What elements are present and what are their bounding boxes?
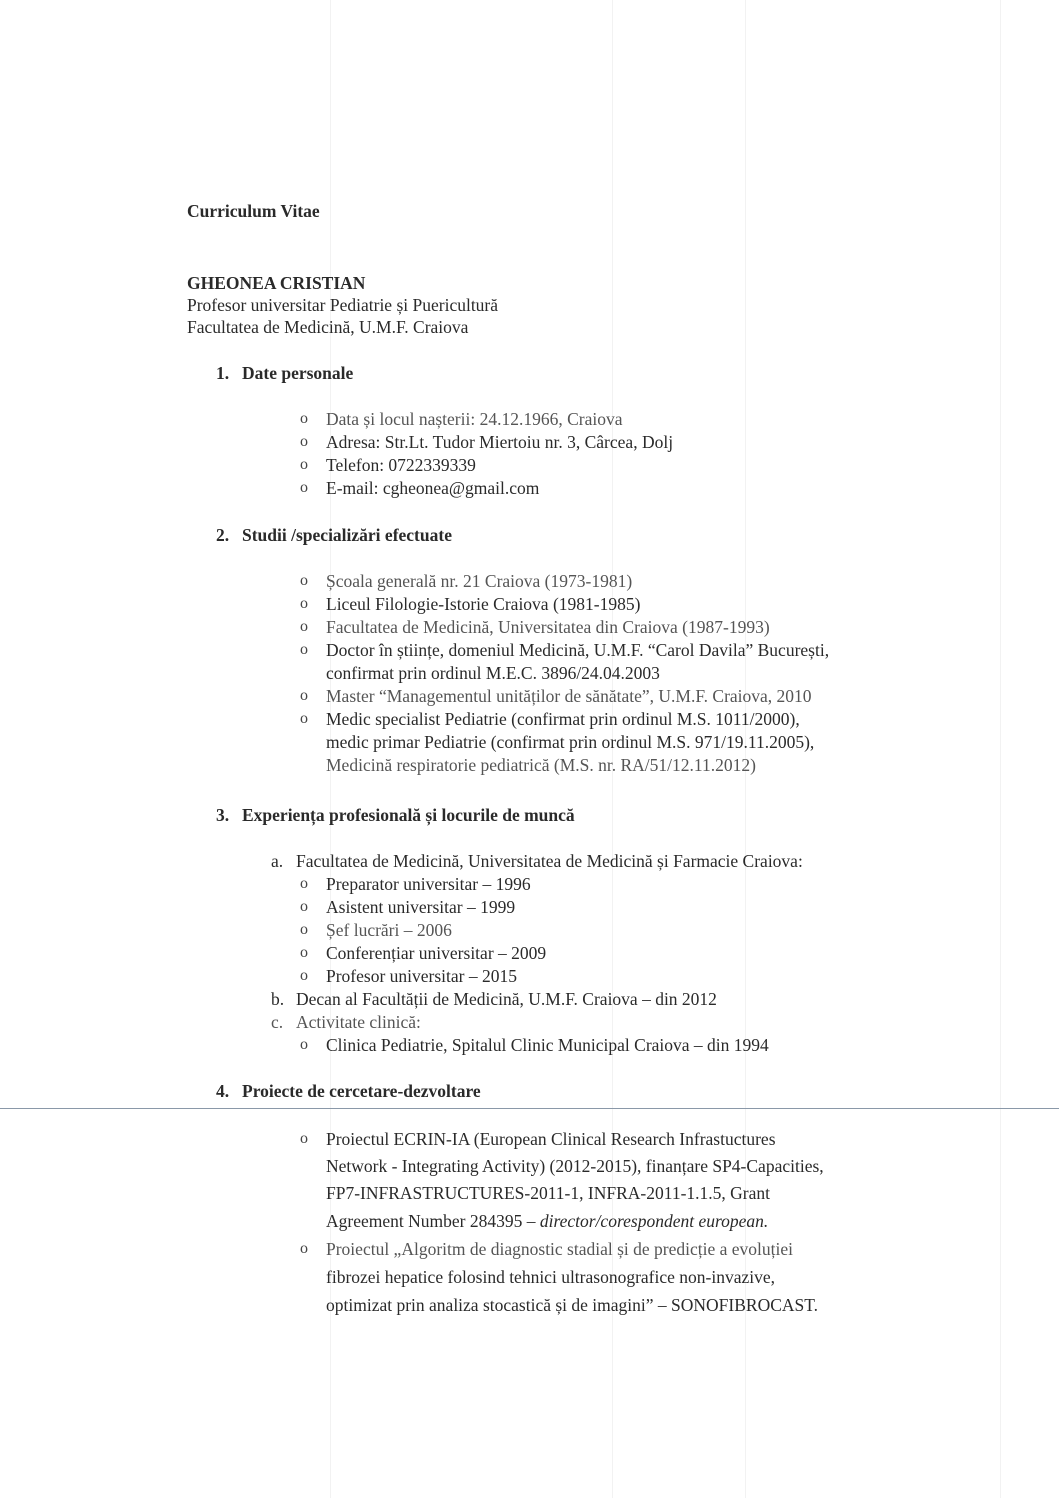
section-number: 2. xyxy=(216,525,230,545)
bullet: o xyxy=(300,479,308,496)
list-item-continued: FP7-INFRASTRUCTURES-2011-1, INFRA-2011-1.1.5, Grant xyxy=(326,1183,770,1203)
list-item: Conferențiar universitar – 2009 xyxy=(326,943,547,963)
list-item: Medic specialist Pediatrie (confirmat prin ordinul M.S. 1011/2000), xyxy=(326,709,800,729)
list-letter: c. xyxy=(271,1012,284,1032)
list-item-continued: medic primar Pediatrie (confirmat prin ordinul M.S. 971/19.11.2005), xyxy=(326,732,815,752)
list-item: Activitate clinică: xyxy=(296,1012,421,1032)
bullet: o xyxy=(300,898,308,915)
list-item: E-mail: cgheonea@gmail.com xyxy=(326,478,540,498)
section-number: 4. xyxy=(216,1081,230,1101)
list-item: Proiectul ECRIN-IA (European Clinical Research Infrastuctures xyxy=(326,1129,776,1149)
bullet: o xyxy=(300,1240,308,1257)
list-item-continued: Medicină respiratorie pediatrică (M.S. nr. RA/51/12.11.2012) xyxy=(326,755,756,775)
list-item-continued: fibrozei hepatice folosind tehnici ultrasonografice non-invazive, xyxy=(326,1267,775,1287)
list-item: Șef lucrări – 2006 xyxy=(326,920,452,940)
list-item: Liceul Filologie-Istorie Craiova (1981-1985) xyxy=(326,594,641,614)
bullet: o xyxy=(300,618,308,635)
bullet: o xyxy=(300,967,308,984)
role-text: director/corespondent european. xyxy=(539,1211,769,1231)
scan-divider xyxy=(0,1108,1059,1109)
list-letter: b. xyxy=(271,989,285,1009)
list-item-continued: Network - Integrating Activity) (2012-2015), finanțare SP4-Capacities, xyxy=(326,1156,824,1176)
section-heading: Date personale xyxy=(242,363,354,383)
bullet: o xyxy=(300,710,308,727)
list-item: Data și locul nașterii: 24.12.1966, Craiova xyxy=(326,409,623,429)
list-item: Preparator universitar – 1996 xyxy=(326,874,531,894)
list-item: Asistent universitar – 1999 xyxy=(326,897,516,917)
section-heading: Studii /specializări efectuate xyxy=(242,525,452,545)
list-item-continued: optimizat prin analiza stocastică și de imagini” – SONOFIBROCAST. xyxy=(326,1295,819,1315)
bullet: o xyxy=(300,641,308,658)
grant-text: Agreement Number 284395 – xyxy=(326,1211,540,1231)
list-item: Școala generală nr. 21 Craiova (1973-1981) xyxy=(326,571,633,591)
section-heading: Proiecte de cercetare-dezvoltare xyxy=(242,1081,481,1101)
list-item-continued xyxy=(326,1210,768,1232)
person-name: GHEONEA CRISTIAN xyxy=(187,273,366,293)
list-item: Proiectul „Algoritm de diagnostic stadial și de predicție a evoluției xyxy=(326,1239,794,1259)
bullet: o xyxy=(300,456,308,473)
institution: Facultatea de Medicină, U.M.F. Craiova xyxy=(187,317,469,337)
list-item: Adresa: Str.Lt. Tudor Miertoiu nr. 3, Cârcea, Dolj xyxy=(326,432,674,452)
section-heading: Experiența profesională și locurile de muncă xyxy=(242,805,575,825)
bullet: o xyxy=(300,921,308,938)
section-number: 1. xyxy=(216,363,230,383)
bullet: o xyxy=(300,875,308,892)
bullet: o xyxy=(300,410,308,427)
list-item: Facultatea de Medicină, Universitatea de Medicină și Farmacie Craiova: xyxy=(296,851,803,871)
document-title: Curriculum Vitae xyxy=(187,201,320,221)
list-item: Telefon: 0722339339 xyxy=(326,455,476,475)
list-item: Profesor universitar – 2015 xyxy=(326,966,518,986)
bullet: o xyxy=(300,1036,308,1053)
list-item: Master “Managementul unităților de sănătate”, U.M.F. Craiova, 2010 xyxy=(326,686,812,706)
list-item: Facultatea de Medicină, Universitatea din Craiova (1987-1993) xyxy=(326,617,770,637)
list-item: Clinica Pediatrie, Spitalul Clinic Municipal Craiova – din 1994 xyxy=(326,1035,769,1055)
list-item: Decan al Facultății de Medicină, U.M.F. Craiova – din 2012 xyxy=(296,989,717,1009)
bullet: o xyxy=(300,944,308,961)
bullet: o xyxy=(300,687,308,704)
bullet: o xyxy=(300,1130,308,1147)
position: Profesor universitar Pediatrie și Puericultură xyxy=(187,295,499,315)
list-item-continued: confirmat prin ordinul M.E.C. 3896/24.04.2003 xyxy=(326,663,660,683)
list-item: Doctor în științe, domeniul Medicină, U.M.F. “Carol Davila” București, xyxy=(326,640,830,660)
section-number: 3. xyxy=(216,805,230,825)
list-letter: a. xyxy=(271,851,284,871)
bullet: o xyxy=(300,572,308,589)
bullet: o xyxy=(300,433,308,450)
bullet: o xyxy=(300,595,308,612)
